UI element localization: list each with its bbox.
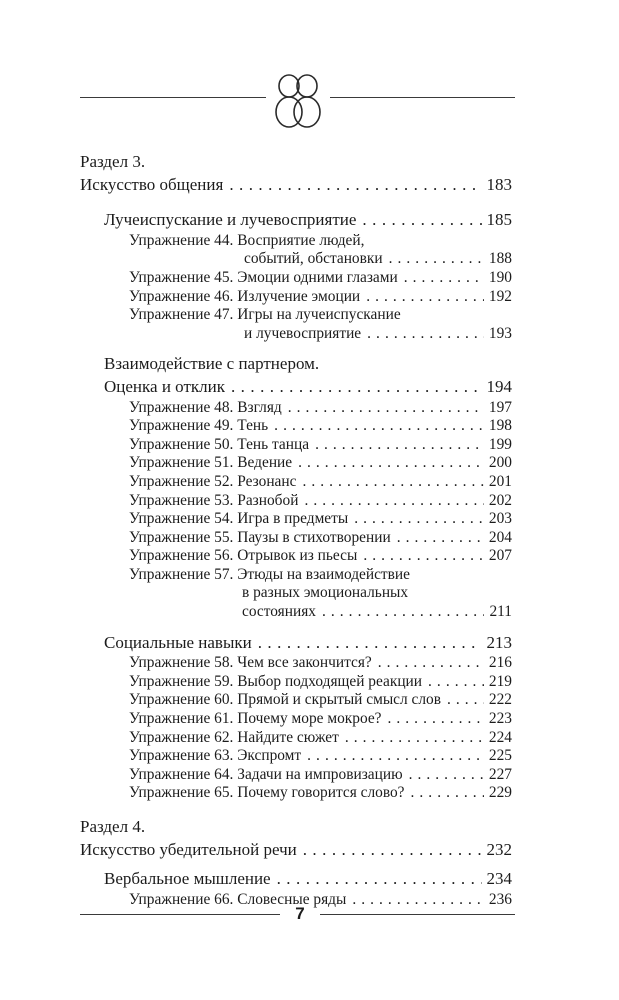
exercise-prefix: Упражнение 61. xyxy=(129,710,234,728)
page-number: 193 xyxy=(488,324,512,342)
toc-entry-chapter-luchi[interactable] xyxy=(80,209,512,232)
toc-entry-section4[interactable] xyxy=(80,839,512,862)
exercise-prefix: Упражнение 59. xyxy=(129,672,234,690)
toc-entry-chapter-socialnye[interactable] xyxy=(80,632,512,655)
exercise-prefix: Упражнение 58. xyxy=(129,654,234,672)
page-number: 190 xyxy=(488,268,512,286)
exercise-prefix: Упражнение 51. xyxy=(129,454,234,472)
dot-leader xyxy=(307,747,484,766)
exercise-prefix: Упражнение 56. xyxy=(129,547,234,565)
toc-entry-ex44-cont[interactable] xyxy=(80,250,512,269)
dot-leader xyxy=(302,473,483,492)
dot-leader xyxy=(274,417,484,436)
section4-label: Раздел 4. xyxy=(80,817,146,836)
dot-leader xyxy=(366,288,484,307)
toc-entry-ex45[interactable] xyxy=(80,269,512,288)
page-number: 232 xyxy=(486,839,512,859)
top-rule-left xyxy=(80,97,266,98)
exercise-prefix: Упражнение 46. xyxy=(129,287,234,305)
page-number: 188 xyxy=(488,250,512,268)
bottom-rule-right xyxy=(320,914,515,915)
toc-entry-ex48[interactable] xyxy=(80,399,512,418)
bottom-rule-left xyxy=(80,914,280,915)
page-number: 224 xyxy=(488,728,512,746)
toc-entry-ex50[interactable] xyxy=(80,436,512,455)
toc-entry-ex49[interactable] xyxy=(80,417,512,436)
page-number-footer: 7 xyxy=(295,904,305,923)
dot-leader xyxy=(322,603,484,622)
dot-leader xyxy=(345,729,484,748)
page-number: 199 xyxy=(488,435,512,453)
entry-title: Словесные ряды xyxy=(237,890,347,908)
toc-entry-ex63[interactable] xyxy=(80,747,512,766)
entry-title: Паузы в стихотворении xyxy=(237,528,391,546)
page-number: 222 xyxy=(488,691,512,709)
dot-leader xyxy=(229,174,481,197)
page-number: 213 xyxy=(486,632,512,652)
page-number: 185 xyxy=(486,210,512,230)
toc-entry-ex59[interactable] xyxy=(80,673,512,692)
toc-entry-ex62[interactable] xyxy=(80,729,512,748)
entry-title: Взаимодействие с партнером. xyxy=(104,354,320,374)
entry-title: Оценка и отклик xyxy=(104,376,225,396)
table-of-contents xyxy=(80,151,512,909)
dot-leader xyxy=(258,632,482,655)
page-number: 225 xyxy=(488,747,512,765)
dot-leader xyxy=(428,673,484,692)
dot-leader xyxy=(315,436,484,455)
entry-title: Излучение эмоции xyxy=(237,287,361,305)
toc-entry-ex47-cont[interactable] xyxy=(80,325,512,344)
page-number: 216 xyxy=(488,654,512,672)
toc-entry-ex57[interactable] xyxy=(80,566,512,585)
exercise-prefix: Упражнение 50. xyxy=(129,435,234,453)
dot-leader xyxy=(411,784,484,803)
toc-entry-ex57-cont1[interactable] xyxy=(80,584,512,603)
toc-entry-section3[interactable] xyxy=(80,174,512,197)
exercise-prefix: Упражнение 64. xyxy=(129,765,234,783)
exercise-prefix: Упражнение 63. xyxy=(129,747,234,765)
page-number: 223 xyxy=(488,710,512,728)
dot-leader xyxy=(363,547,484,566)
dot-leader xyxy=(404,269,484,288)
entry-title: Эмоции одними глазами xyxy=(237,268,398,286)
toc-entry-ex64[interactable] xyxy=(80,766,512,785)
dot-leader xyxy=(304,492,483,511)
entry-title: Вербальное мышление xyxy=(104,869,271,889)
exercise-prefix: Упражнение 44. xyxy=(129,231,234,249)
page-number: 207 xyxy=(488,547,512,565)
exercise-prefix: Упражнение 55. xyxy=(129,528,234,546)
page-number: 204 xyxy=(488,528,512,546)
entry-title: Восприятие людей, xyxy=(237,231,365,249)
entry-title: Выбор подходящей реакции xyxy=(237,672,423,690)
dot-leader xyxy=(367,325,484,344)
toc-entry-ex52[interactable] xyxy=(80,473,512,492)
page-number: 234 xyxy=(486,869,512,889)
entry-title: Игра в предметы xyxy=(237,510,349,528)
dot-leader xyxy=(362,209,481,232)
entry-title: событий, обстановки xyxy=(244,250,383,268)
exercise-prefix: Упражнение 48. xyxy=(129,398,234,416)
page-number: 183 xyxy=(486,174,512,194)
toc-entry-ex47[interactable] xyxy=(80,306,512,325)
exercise-prefix: Упражнение 65. xyxy=(129,784,234,802)
dot-leader xyxy=(352,891,484,910)
entry-title: Взгляд xyxy=(237,398,282,416)
exercise-prefix: Упражнение 66. xyxy=(129,890,234,908)
page-number: 194 xyxy=(486,376,512,396)
toc-entry-ex44[interactable] xyxy=(80,232,512,251)
entry-title: Отрывок из пьесы xyxy=(237,547,358,565)
exercise-prefix: Упражнение 53. xyxy=(129,491,234,509)
entry-title: Чем все закончится? xyxy=(237,654,372,672)
exercise-prefix: Упражнение 49. xyxy=(129,417,234,435)
entry-title: состояниях xyxy=(242,603,316,621)
dot-leader xyxy=(303,839,482,862)
dot-leader xyxy=(288,399,484,418)
entry-title: Экспромт xyxy=(237,747,302,765)
exercise-prefix: Упражнение 47. xyxy=(129,306,234,324)
page-number: 201 xyxy=(488,472,512,490)
dot-leader xyxy=(389,250,484,269)
entry-title: Найдите сюжет xyxy=(237,728,339,746)
entry-title: Задачи на импровизацию xyxy=(237,765,403,783)
page-number: 229 xyxy=(488,784,512,802)
entry-title: Почему море мокрое? xyxy=(237,710,382,728)
entry-title: Искусство убедительной речи xyxy=(80,839,297,859)
page-number: 197 xyxy=(488,398,512,416)
page-number: 203 xyxy=(488,510,512,528)
page-number: 227 xyxy=(488,765,512,783)
toc-entry-ex65[interactable] xyxy=(80,784,512,803)
toc-entry-chapter-vzaimodeistvie-cont[interactable] xyxy=(80,376,512,399)
entry-title: Тень танца xyxy=(237,435,310,453)
dot-leader xyxy=(231,376,482,399)
exercise-prefix: Упражнение 60. xyxy=(129,691,234,709)
entry-title: Прямой и скрытый смысл слов xyxy=(237,691,441,709)
dot-leader xyxy=(409,766,484,785)
dot-leader xyxy=(378,654,484,673)
page-number: 219 xyxy=(488,672,512,690)
toc-entry-ex54[interactable] xyxy=(80,510,512,529)
toc-entry-chapter-verbalnoe[interactable] xyxy=(80,868,512,891)
page-number: 192 xyxy=(488,287,512,305)
dot-leader xyxy=(388,710,484,729)
entry-title: Тень xyxy=(237,417,269,435)
ornament-icon xyxy=(270,68,326,130)
exercise-prefix: Упражнение 62. xyxy=(129,728,234,746)
dot-leader xyxy=(354,510,484,529)
entry-title: Искусство общения xyxy=(80,174,224,194)
toc-entry-ex61[interactable] xyxy=(80,710,512,729)
top-rule-right xyxy=(330,97,515,98)
page-number: 236 xyxy=(488,890,512,908)
page-number: 200 xyxy=(488,454,512,472)
toc-entry-chapter-vzaimodeistvie[interactable] xyxy=(80,353,512,376)
page-number: 202 xyxy=(488,491,512,509)
toc-entry-ex51[interactable] xyxy=(80,454,512,473)
toc-entry-ex46[interactable] xyxy=(80,288,512,307)
entry-title: Социальные навыки xyxy=(104,632,252,652)
entry-title: Лучеиспускание и лучевосприятие xyxy=(104,210,357,230)
toc-entry-ex56[interactable] xyxy=(80,547,512,566)
entry-title: и лучевосприятие xyxy=(244,324,362,342)
section3-label: Раздел 3. xyxy=(80,152,146,171)
entry-title: Почему говорится слово? xyxy=(237,784,405,802)
entry-title: Ведение xyxy=(237,454,293,472)
toc-entry-ex53[interactable] xyxy=(80,492,512,511)
entry-title: в разных эмоциональных xyxy=(242,584,409,602)
entry-title: Резонанс xyxy=(237,472,297,490)
entry-title: Этюды на взаимодействие xyxy=(237,565,410,583)
page-number: 211 xyxy=(489,603,512,621)
exercise-prefix: Упражнение 52. xyxy=(129,472,234,490)
toc-entry-ex55[interactable] xyxy=(80,529,512,548)
entry-title: Разнобой xyxy=(237,491,299,509)
exercise-prefix: Упражнение 54. xyxy=(129,510,234,528)
dot-leader xyxy=(447,691,484,710)
toc-entry-ex60[interactable] xyxy=(80,691,512,710)
toc-entry-ex57-cont2[interactable] xyxy=(80,603,512,622)
entry-title: Игры на лучеиспускание xyxy=(237,306,401,324)
dot-leader xyxy=(277,868,482,891)
page-number: 198 xyxy=(488,417,512,435)
toc-entry-ex58[interactable] xyxy=(80,654,512,673)
exercise-prefix: Упражнение 57. xyxy=(129,565,234,583)
dot-leader xyxy=(298,454,484,473)
exercise-prefix: Упражнение 45. xyxy=(129,268,234,286)
dot-leader xyxy=(397,529,484,548)
